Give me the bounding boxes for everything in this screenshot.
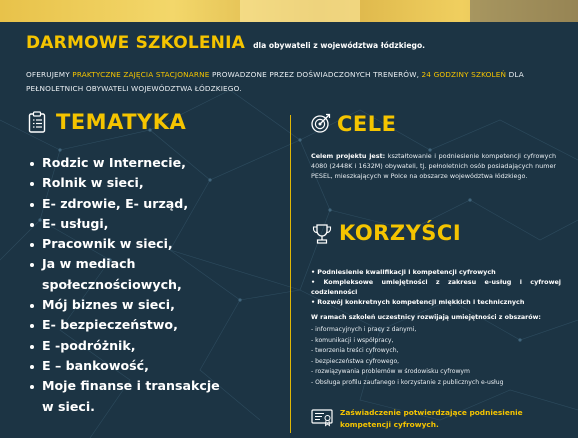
list-item: - bezpieczeństwa cyfrowego,	[311, 357, 400, 365]
header-photo-strip	[0, 0, 578, 22]
list-item: • Kompleksowe umiejętności z zakresu e-usług i cyfrowej codzienności	[311, 278, 561, 296]
intro-part3: DLA PEŁNOLETNICH OBYWATELI WOJEWÓDZTWA ŁÓDZKIEGO.	[26, 70, 524, 93]
skills-intro: W ramach szkoleń uczestnicy rozwijają umiejętności z obszarów:	[311, 314, 541, 321]
list-item: Moje finanse i transakcje w sieci.	[30, 376, 230, 417]
goal-text: kształtowanie i podniesienie kompetencji cyfrowych 4080 (2448K i 1632M) obywateli, tj. pełnoletnich osób posiadających numer PESEL, mieszkających w Polce na obszarze województwa łódzkiego.	[311, 152, 557, 181]
list-item: • Podniesienie kwalifikacji i kompetencji cyfrowych	[311, 268, 496, 276]
list-item: E- bezpieczeństwo,	[30, 315, 280, 335]
intro-highlight-classes: PRAKTYCZNE ZAJĘCIA STACJONARNE	[72, 70, 210, 79]
list-item: - tworzenia treści cyfrowych,	[311, 347, 399, 355]
headline-subtitle: dla obywateli z województwa łódzkiego.	[253, 41, 426, 50]
headline-title: DARMOWE SZKOLENIA	[26, 33, 245, 53]
list-item: Rolnik w sieci,	[30, 173, 280, 193]
clipboard-icon	[28, 111, 46, 133]
list-item: Rodzic w Internecie,	[30, 153, 280, 173]
intro-highlight-hours: 24 GODZINY SZKOLEŃ	[421, 70, 507, 79]
benefits-list	[311, 267, 561, 307]
list-item: - informacyjnych i pracy z danymi,	[311, 326, 417, 333]
list-item: - rozwiązywania problemów w środowisku cyfrowym	[311, 368, 470, 376]
list-item: E -podróżnik,	[30, 336, 280, 356]
list-item: E – bankowość,	[30, 356, 280, 376]
cele-title: CELE	[337, 112, 397, 136]
list-item: Ja w mediach społecznościowych,	[30, 254, 205, 295]
target-icon	[311, 113, 331, 133]
intro-part2: PROWADZONE PRZEZ DOŚWIADCZONYCH TRENERÓW,	[209, 70, 422, 79]
tematyka-title: TEMATYKA	[56, 110, 187, 134]
topics-list	[30, 153, 280, 417]
skills-list	[311, 325, 503, 389]
trophy-icon	[311, 223, 333, 245]
certificate-text: Zaświadczenie potwierdzające podniesienie kompetencji cyfrowych.	[340, 408, 523, 429]
list-item: - Obsługa profilu zaufanego i korzystanie z publicznych e-usług	[311, 378, 504, 386]
list-item: Pracownik w sieci,	[30, 234, 280, 254]
korzysci-title: KORZYŚCI	[339, 221, 462, 245]
intro-part1: OFERUJEMY	[26, 70, 73, 79]
intro-text	[26, 68, 556, 96]
column-divider	[290, 115, 291, 433]
list-item: E- usługi,	[30, 214, 280, 234]
goal-description	[311, 151, 556, 182]
list-item: Mój biznes w sieci,	[30, 295, 280, 315]
headline	[26, 33, 425, 53]
list-item: • Rozwój konkretnych kompetencji miękkich i technicznych	[311, 298, 525, 306]
list-item: E- zdrowie, E- urząd,	[30, 194, 280, 214]
goal-lead: Celem projektu jest:	[311, 152, 386, 160]
list-item: - komunikacji i współpracy,	[311, 336, 394, 344]
certificate-icon	[311, 409, 333, 427]
